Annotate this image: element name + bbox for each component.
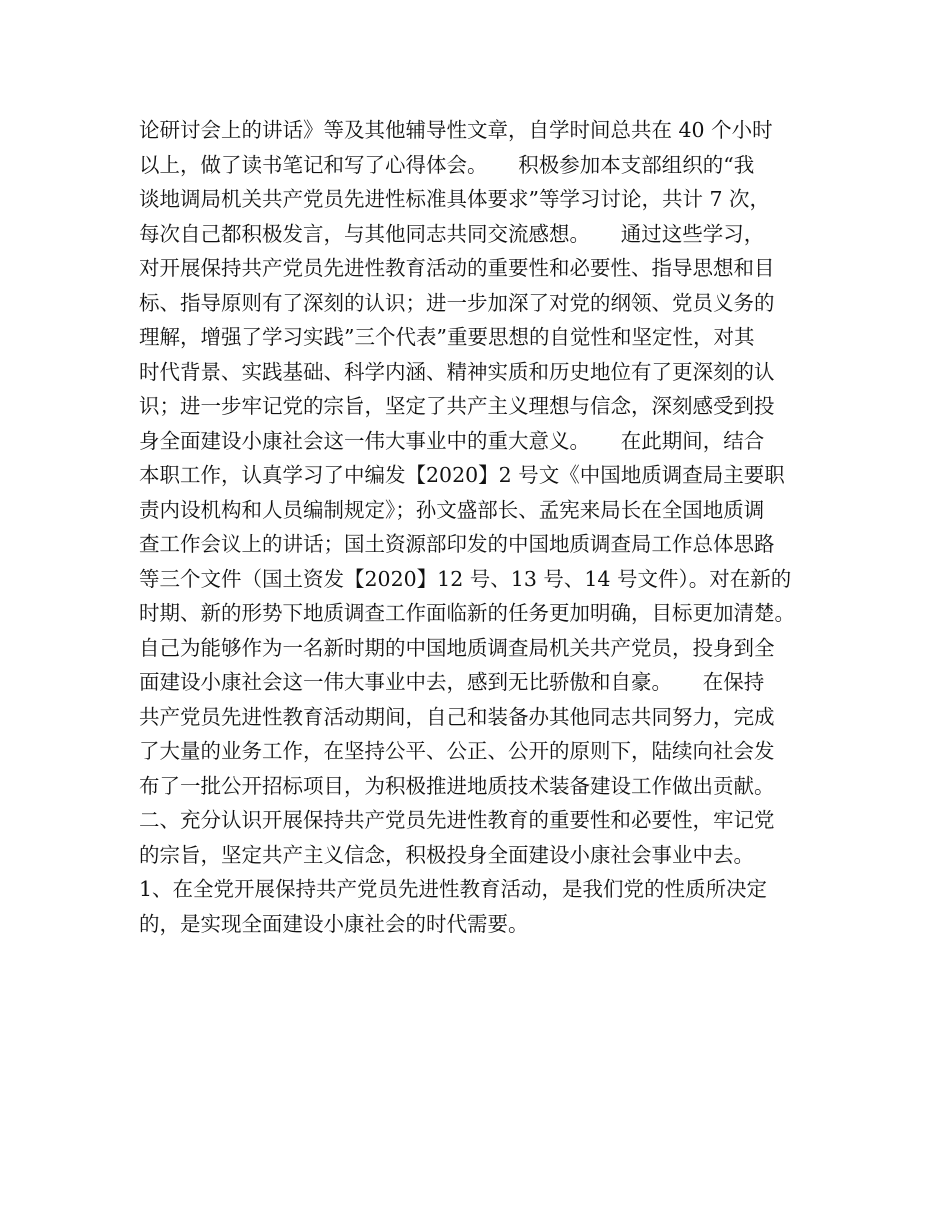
text-line: 等三个文件（国土资发【2020】12 号、13 号、14 号文件）。对在新的 bbox=[139, 566, 792, 591]
text-line: 身全面建设小康社会这一伟大事业中的重大意义。 在此期间，结合 bbox=[139, 428, 765, 453]
section-heading-line: 的宗旨，坚定共产主义信念，积极投身全面建设小康社会事业中去。 bbox=[139, 842, 754, 867]
text-line: 标、指导原则有了深刻的认识；进一步加深了对党的纲领、党员义务的 bbox=[139, 290, 775, 315]
text-line: 理解，增强了学习实践”三个代表”重要思想的自觉性和坚定性，对其 bbox=[139, 325, 755, 349]
text-line: 布了一批公开招标项目，为积极推进地质技术装备建设工作做出贡献。 bbox=[139, 773, 775, 798]
text-line: 了大量的业务工作，在坚持公平、公正、公开的原则下，陆续向社会发 bbox=[139, 739, 775, 763]
text-line: 本职工作，认真学习了中编发【2020】2 号文《中国地质调查局主要职 bbox=[139, 463, 785, 487]
text-line: 时代背景、实践基础、科学内涵、精神实质和历史地位有了更深刻的认 bbox=[139, 359, 775, 384]
text-line: 识；进一步牢记党的宗旨，坚定了共产主义理想与信念，深刻感受到投 bbox=[139, 394, 775, 418]
text-line: 以上，做了读书笔记和写了心得体会。 积极参加本支部组织的“我 bbox=[139, 152, 755, 177]
text-line: 时期、新的形势下地质调查工作面临新的任务更加明确，目标更加清楚。 bbox=[139, 601, 795, 625]
text-line: 论研讨会上的讲话》等及其他辅导性文章，自学时间总共在 40 个小时 bbox=[139, 118, 773, 142]
document-body bbox=[139, 113, 839, 941]
text-line: 1、在全党开展保持共产党员先进性教育活动，是我们党的性质所决定 bbox=[139, 877, 768, 901]
text-line: 谈地调局机关共产党员先进性标准具体要求”等学习讨论，共计 7 次， bbox=[139, 187, 771, 211]
text-line: 共产党员先进性教育活动期间，自己和装备办其他同志共同努力，完成 bbox=[139, 704, 775, 729]
text-line: 查工作会议上的讲话；国土资源部印发的中国地质调查局工作总体思路 bbox=[139, 532, 775, 556]
text-line: 面建设小康社会这一伟大事业中去，感到无比骄傲和自豪。 在保持 bbox=[139, 670, 765, 694]
text-line: 每次自己都积极发言，与其他同志共同交流感想。 通过这些学习， bbox=[139, 221, 765, 246]
text-line: 责内设机构和人员编制规定》；孙文盛部长、孟宪来局长在全国地质调 bbox=[139, 497, 765, 522]
section-heading-line: 二、充分认识开展保持共产党员先进性教育的重要性和必要性，牢记党 bbox=[139, 808, 775, 832]
text-line: 的，是实现全面建设小康社会的时代需要。 bbox=[139, 911, 529, 936]
text-line: 自己为能够作为一名新时期的中国地质调查局机关共产党员，投身到全 bbox=[139, 635, 775, 660]
text-line: 对开展保持共产党员先进性教育活动的重要性和必要性、指导思想和目 bbox=[139, 256, 775, 280]
